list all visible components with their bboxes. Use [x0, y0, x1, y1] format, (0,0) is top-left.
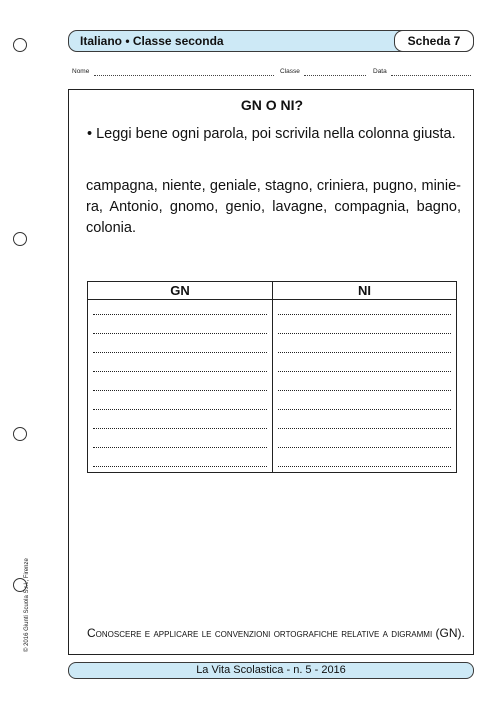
exercise-title: GN O NI? — [240, 97, 304, 113]
answer-line[interactable] — [273, 433, 456, 452]
answer-line[interactable] — [88, 357, 272, 376]
answer-line[interactable] — [273, 300, 456, 319]
answer-line[interactable] — [88, 414, 272, 433]
answer-line[interactable] — [273, 338, 456, 357]
word-list: campagna, niente, geniale, stagno, criniera, pugno, minie-ra, Antonio, gnomo, genio, lavagne, compagnia, bagno, colonia. — [86, 178, 461, 236]
binder-hole-top — [13, 38, 27, 52]
date-field[interactable] — [391, 75, 471, 76]
exercise-frame — [68, 89, 474, 655]
answer-line[interactable] — [88, 300, 272, 319]
answer-line[interactable] — [273, 376, 456, 395]
copyright-notice — [24, 532, 38, 652]
answer-line[interactable] — [88, 376, 272, 395]
class-field[interactable] — [304, 75, 366, 76]
sorting-table — [87, 281, 457, 473]
name-field[interactable] — [94, 75, 274, 76]
student-info-line — [68, 68, 474, 80]
date-label: Data — [373, 68, 387, 75]
answer-line[interactable] — [273, 319, 456, 338]
footer-bar: La Vita Scolastica - n. 5 - 2016 — [68, 662, 474, 679]
learning-objective: Conoscere e applicare le convenzioni ortografiche relative a digrammi (GN). — [87, 626, 465, 640]
answer-line[interactable] — [88, 433, 272, 452]
column-ni — [273, 282, 456, 472]
binder-hole-lower — [13, 427, 27, 441]
answer-line[interactable] — [88, 319, 272, 338]
binder-hole-upper — [13, 232, 27, 246]
header-bar — [68, 30, 474, 52]
answer-line[interactable] — [88, 452, 272, 471]
answer-line[interactable] — [88, 338, 272, 357]
subject-title: Italiano • Classe seconda — [80, 34, 224, 48]
sheet-number: Scheda 7 — [394, 30, 474, 52]
answer-line[interactable] — [273, 452, 456, 471]
answer-line[interactable] — [273, 414, 456, 433]
answer-line[interactable] — [273, 357, 456, 376]
column-gn — [88, 282, 273, 472]
exercise-instruction: • Leggi bene ogni parola, poi scrivila nella colonna giusta. — [87, 126, 456, 142]
column-header-ni: NI — [273, 282, 456, 300]
copyright-text: © 2016 Giunti Scuola S.r.l., Firenze — [24, 558, 30, 652]
answer-line[interactable] — [88, 395, 272, 414]
class-label: Classe — [280, 68, 300, 75]
name-label: Nome — [72, 68, 90, 75]
answer-line[interactable] — [273, 395, 456, 414]
column-header-gn: GN — [88, 282, 272, 300]
